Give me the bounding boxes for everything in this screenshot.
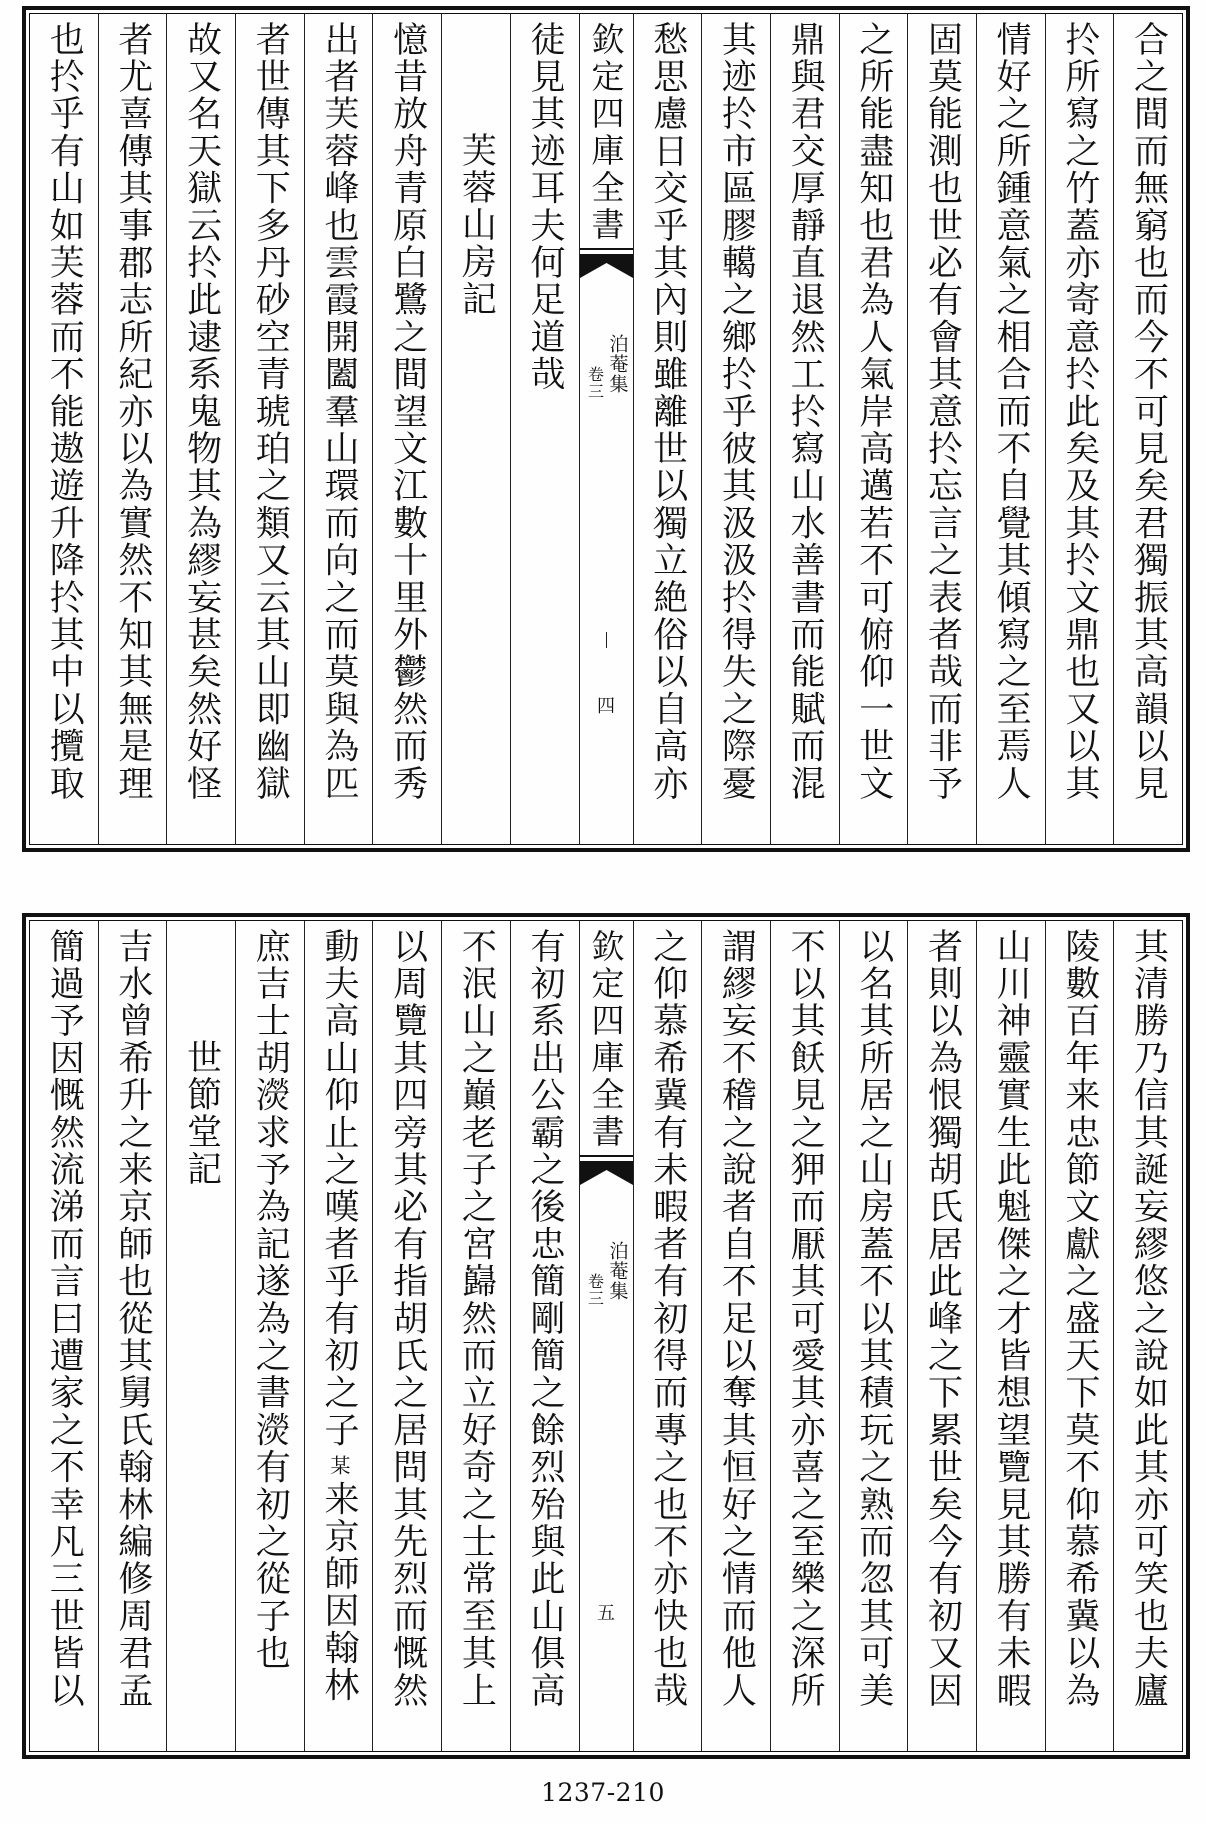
banxin-title-text: 欽定四庫全書 [586, 22, 626, 244]
column-text [320, 928, 357, 1704]
text-column [304, 921, 373, 1751]
small-note-character: 某 [326, 1454, 351, 1475]
column-text: 庶吉士胡濙求予為記遂為之書濙有初之從子也 [250, 928, 291, 1672]
page-number: 1237-210 [541, 1778, 665, 1807]
text-column [510, 921, 579, 1751]
column-text-part: 動夫高山仰止之嘆者乎有初之子 [318, 928, 359, 1449]
text-column [907, 921, 976, 1751]
banxin-book-title: 泊菴集 [606, 334, 629, 394]
text-column [976, 921, 1045, 1751]
column-text: 故又名天獄云扵此逮系鬼物其為繆妄甚矣然好怪 [181, 21, 222, 803]
column-text: 固莫能測也世必有會其意扵忘言之表者哉而非予 [922, 21, 963, 803]
banxin-title [580, 22, 633, 244]
text-column [1113, 921, 1182, 1751]
column-text: 其清勝乃信其誕妄繆悠之說如此其亦可笑也夫廬 [1128, 928, 1169, 1710]
column-text: 扵所寫之竹蓋亦寄意扵此矣及其扵文鼎也又以其 [1059, 21, 1100, 803]
text-column [839, 921, 908, 1751]
section-title [441, 14, 510, 844]
column-text: 者世傳其下多丹砂空青琥珀之類又云其山即幽獄 [250, 21, 291, 803]
column-text: 出者芙蓉峰也雲霞開闔羣山環而向之而莫與為匹 [318, 21, 359, 803]
section-title-text: 世節堂記 [181, 1039, 222, 1188]
column-text: 之仰慕希冀有未暇者有初得而專之也不亦快也哉 [647, 928, 688, 1710]
fish-tail-mark [580, 248, 633, 282]
lower-half-page [22, 913, 1190, 1759]
column-text: 者尤喜傳其事郡志所紀亦以為實然不知其無是理 [112, 21, 153, 803]
text-column [907, 14, 976, 844]
column-text: 憶昔放舟青原白鷺之間望文江數十里外鬱然而秀 [387, 21, 428, 803]
text-column [770, 921, 839, 1751]
text-column [98, 14, 167, 844]
column-text: 其迹扵市區膠轕之鄉扵乎彼其汲汲扵得失之際憂 [716, 21, 757, 803]
text-column [30, 14, 98, 844]
column-text: 簡過予因慨然流涕而言曰遭家之不幸凡三世皆以 [44, 928, 85, 1710]
column-text: 之所能盡知也君為人氣岸高邁若不可俯仰一世文 [853, 21, 894, 803]
column-text: 以名其所居之山房蓋不以其積玩之熟而忽其可美 [853, 928, 894, 1710]
fish-tail-mark [580, 1155, 633, 1189]
column-text: 不以其飫見之狎而厭其可愛其亦喜之至樂之深所 [785, 928, 826, 1710]
text-frame [29, 920, 1183, 1752]
text-column [701, 14, 770, 844]
folio-number: 四 [597, 696, 615, 717]
section-title [166, 921, 235, 1751]
banxin-book-title: 泊菴集 [606, 1241, 629, 1301]
column-text: 有初系出公霸之後忠簡剛簡之餘烈殆與此山俱高 [525, 928, 566, 1710]
text-column [235, 14, 304, 844]
banxin-title [580, 929, 633, 1151]
text-column [304, 14, 373, 844]
column-text: 吉水曾希升之来京師也從其舅氏翰林編修周君孟 [112, 928, 153, 1710]
banxin-title-text: 欽定四庫全書 [586, 929, 626, 1151]
upper-half-page [22, 6, 1190, 852]
text-column [30, 921, 98, 1751]
text-column [166, 14, 235, 844]
banxin-juan: 卷三 [585, 366, 605, 400]
text-column [510, 14, 579, 844]
column-text: 陵數百年来忠節文獻之盛天下莫不仰慕希冀以為 [1059, 928, 1100, 1710]
banxin-juan: 卷三 [585, 1273, 605, 1307]
column-text: 徒見其迹耳夫何足道哉 [525, 21, 566, 393]
column-text: 合之間而無窮也而今不可見矣君獨振其高韻以見 [1128, 21, 1169, 803]
text-column [1045, 921, 1114, 1751]
text-column [976, 14, 1045, 844]
text-frame [29, 13, 1183, 845]
column-text: 謂繆妄不稽之說者自不足以奪其恒好之情而他人 [716, 928, 757, 1710]
text-column [372, 921, 441, 1751]
text-column [235, 921, 304, 1751]
column-text: 以周覽其四旁其必有指胡氏之居問其先烈而慨然 [387, 928, 428, 1710]
text-column [701, 921, 770, 1751]
banxin-column [579, 14, 633, 844]
text-column [441, 921, 510, 1751]
text-column [372, 14, 441, 844]
column-text: 情好之所鍾意氣之相合而不自覺其傾寫之至焉人 [991, 21, 1032, 803]
banxin-column [579, 921, 633, 1751]
column-text: 鼎與君交厚靜直退然工扵寫山水善書而能賦而混 [785, 21, 826, 803]
column-text: 者則以為恨獨胡氏居此峰之下累世矣今有初又因 [922, 928, 963, 1710]
text-column [839, 14, 908, 844]
section-title-text: 芙蓉山房記 [456, 132, 497, 318]
text-column [633, 921, 702, 1751]
column-text: 不泯山之巔老子之宮巋然而立好奇之士常至其上 [456, 928, 497, 1710]
column-text: 也扵乎有山如芙蓉而不能遨遊升降扵其中以攬取 [44, 21, 85, 803]
text-column [770, 14, 839, 844]
column-text: 愁思慮日交乎其內則雖離世以獨立絶俗以自高亦 [647, 21, 688, 803]
column-text-part: 来京師因翰林 [318, 1480, 359, 1705]
banxin-tick-mark [606, 632, 608, 648]
folio-number: 五 [597, 1603, 615, 1624]
text-column [1045, 14, 1114, 844]
text-column [98, 921, 167, 1751]
text-column [633, 14, 702, 844]
text-column [1113, 14, 1182, 844]
column-text: 山川神靈實生此魁傑之才皆想望覽見其勝有未暇 [991, 928, 1032, 1710]
